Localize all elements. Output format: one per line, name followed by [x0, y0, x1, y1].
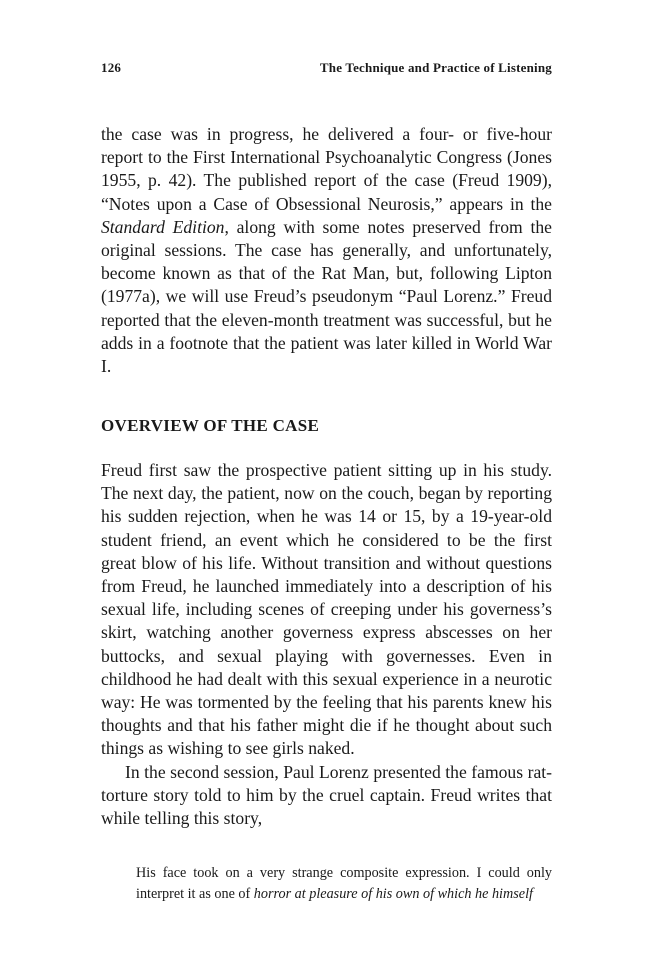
- page-number: 126: [101, 60, 122, 75]
- italic-title: Standard Edition: [101, 216, 225, 237]
- running-title: The Technique and Practice of Listening: [319, 60, 552, 75]
- paragraph-case-report: [101, 123, 552, 378]
- paragraph-text-part: the case was in progress, he delivered a four- or five-hour report to the First International Psychoanalytic Congress (Jones 1955, p. 42). The published report of the case (Freud 1909), “Notes upon a Case of Obsessional Neurosis,” appears in the: [101, 124, 552, 214]
- paragraph-text: [101, 123, 552, 378]
- paragraph-overview: [101, 459, 552, 761]
- paragraph-text-part: , along with some notes preserved from the original sessions. The case has generally, and unfortunately, become known as that of the Rat Man, but, following Lipton (1977a), we will use Freud’s pseudonym “Paul Lorenz.” Freud reported that the eleven-month treatment was successful, but he adds in a footnote that the patient was later killed in World War I.: [101, 216, 552, 377]
- block-quote: [136, 863, 552, 905]
- paragraph-text: Freud first saw the prospective patient sitting up in his study. The next day, the patient, now on the couch, began by reporting his sudden rejection, when he was 14 or 15, by a 19-year-old student friend, an event which he considered to be the first great blow of his life. Without transition and without questions from Freud, he launched immediately into a description of his sexual life, including scenes of creeping under his governess’s skirt, watching another governess express abscesses on her buttocks, and sexual playing with governesses. Even in childhood he had dealt with this sexual experience in a neurotic way: He was tormented by the feeling that his parents knew his thoughts and that his father might die if he thought about such things as wishing to see girls naked.: [101, 460, 552, 759]
- running-head: [101, 60, 552, 80]
- quote-italic-text: horror at pleasure of his own of which he himself: [253, 886, 533, 902]
- quote-text: His face took on a very strange composite expression. I could only interpret it as one of: [136, 865, 552, 902]
- paragraph-second-session: [101, 761, 552, 831]
- section-heading: OVERVIEW OF THE CASE: [101, 416, 320, 435]
- paragraph-text: In the second session, Paul Lorenz presented the famous rat-torture story told to him by the cruel captain. Freud writes that while telling this story,: [101, 762, 552, 829]
